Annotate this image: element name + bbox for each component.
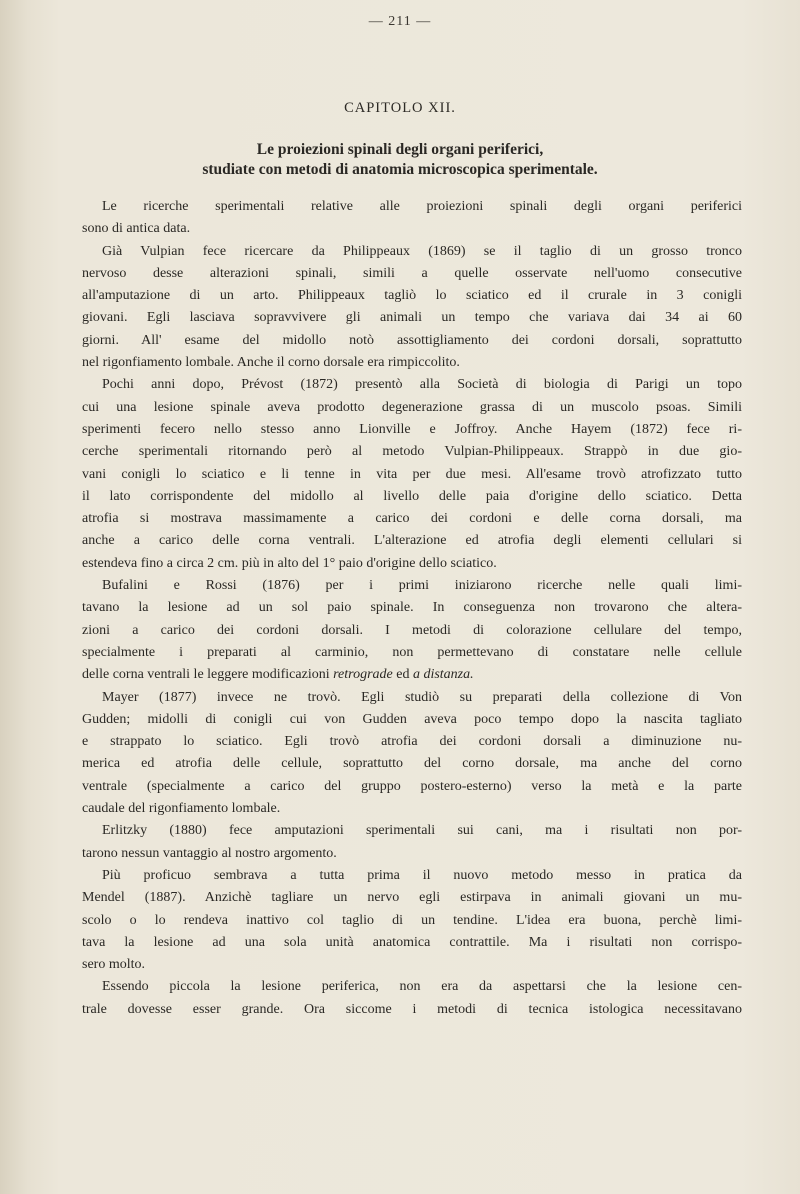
text-line: atrofia si mostrava massimamente a carico dei cordoni e delle corna dorsali, ma <box>82 511 742 527</box>
text-line: Bufalini e Rossi (1876) per i primi iniziarono ricerche nelle quali limi- <box>102 578 742 594</box>
text-line: estendeva fino a circa 2 cm. più in alto del 1° paio d'origine dello sciatico. <box>82 555 497 571</box>
text-line: anche a carico delle corna ventrali. L'alterazione ed atrofia degli elementi cellulari si <box>82 533 742 549</box>
text-line: tava la lesione ad una sola unità anatomica contrattile. Ma i risultati non corrispo- <box>82 934 742 950</box>
italic-term: retrograde <box>333 667 393 683</box>
text-line: Essendo piccola la lesione periferica, non era da aspettarsi che la lesione cen- <box>102 979 742 995</box>
text-line: Pochi anni dopo, Prévost (1872) presentò alla Società di biologia di Parigi un topo <box>102 377 742 393</box>
text-line: Gudden; midolli di conigli cui von Gudden aveva poco tempo dopo la nascita tagliato <box>82 711 742 727</box>
text-line: sono di antica data. <box>82 221 191 237</box>
text-line: nel rigonfiamento lombale. Anche il corno dorsale era rimpiccolito. <box>82 355 460 371</box>
text-line: cui una lesione spinale aveva prodotto degenerazione grassa di un muscolo psoas. Simili <box>82 399 742 415</box>
italic-term: a distanza. <box>412 667 474 683</box>
text-line: ventrale (specialmente a carico del gruppo postero-esterno) verso la metà e la parte <box>82 778 742 794</box>
text-line: Più proficuo sembrava a tutta prima il nuovo metodo messo in pratica da <box>102 867 742 883</box>
text-line-with-italics <box>82 664 742 686</box>
text-line: tavano la lesione ad un sol paio spinale. In conseguenza non trovarono che altera- <box>82 600 742 616</box>
text-line: Erlitzky (1880) fece amputazioni sperimentali sui cani, ma i risultati non por- <box>102 823 742 839</box>
text-line: sero molto. <box>82 957 145 973</box>
section-subtitle-line-2: studiate con metodi di anatomia microscopica sperimentale. <box>202 161 598 178</box>
text-line: e strappato lo sciatico. Egli trovò atrofia dei cordoni dorsali a diminuzione nu- <box>82 734 742 750</box>
text-line: all'amputazione di un arto. Philippeaux tagliò lo sciatico ed il crurale in 3 conigli <box>82 288 742 304</box>
text-line: cerche sperimentali ritornando però al metodo Vulpian-Philippeaux. Strappò in due gio- <box>82 444 742 460</box>
chapter-title: CAPITOLO XII. <box>344 100 456 116</box>
page-number: — 211 — <box>368 14 432 29</box>
text-segment: delle corna ventrali le leggere modificazioni <box>82 667 330 683</box>
text-line: sperimenti fecero nello stesso anno Lionville e Joffroy. Anche Hayem (1872) fece ri- <box>82 421 742 437</box>
text-line: giorni. All' esame del midollo notò assottigliamento dei cordoni dorsali, soprattutto <box>82 332 742 348</box>
text-segment: ed <box>396 667 410 683</box>
text-line: il lato corrispondente del midollo al livello delle paia d'origine dello sciatico. Detta <box>82 488 742 504</box>
text-line: Mendel (1887). Anzichè tagliare un nervo egli estirpava in animali giovani un mu- <box>82 890 742 906</box>
text-line: zioni a carico dei cordoni dorsali. I metodi di colorazione cellulare del tempo, <box>82 622 742 638</box>
text-line: caudale del rigonfiamento lombale. <box>82 801 281 817</box>
text-line: Mayer (1877) invece ne trovò. Egli studiò su preparati della collezione di Von <box>102 689 742 705</box>
section-subtitle-line-1: Le proiezioni spinali degli organi periferici, <box>256 141 544 158</box>
body-text <box>82 196 742 1021</box>
text-line: trale dovesse esser grande. Ora siccome i metodi di tecnica istologica necessitavano <box>82 1001 742 1017</box>
text-line: tarono nessun vantaggio al nostro argomento. <box>82 845 337 861</box>
text-line: giovani. Egli lasciava sopravvivere gli animali un tempo che variava dai 34 ai 60 <box>82 310 742 326</box>
text-line: scolo o lo rendeva inattivo col taglio di un tendine. L'idea era buona, perchè limi- <box>82 912 742 928</box>
text-line: specialmente i preparati al carminio, non permettevano di constatare nelle cellule <box>82 644 742 660</box>
text-line: nervoso desse alterazioni spinali, simili a quelle osservate nell'uomo consecutive <box>82 265 742 281</box>
text-line: Già Vulpian fece ricercare da Philippeaux (1869) se il taglio di un grosso tronco <box>102 243 742 259</box>
text-line: merica ed atrofia delle cellule, soprattutto del corno dorsale, ma anche del corno <box>82 756 742 772</box>
text-line: Le ricerche sperimentali relative alle proiezioni spinali degli organi periferici <box>102 199 742 214</box>
text-line: vani conigli lo sciatico e li tenne in vita per due mesi. All'esame trovò atrofizzato tutto <box>82 466 742 482</box>
